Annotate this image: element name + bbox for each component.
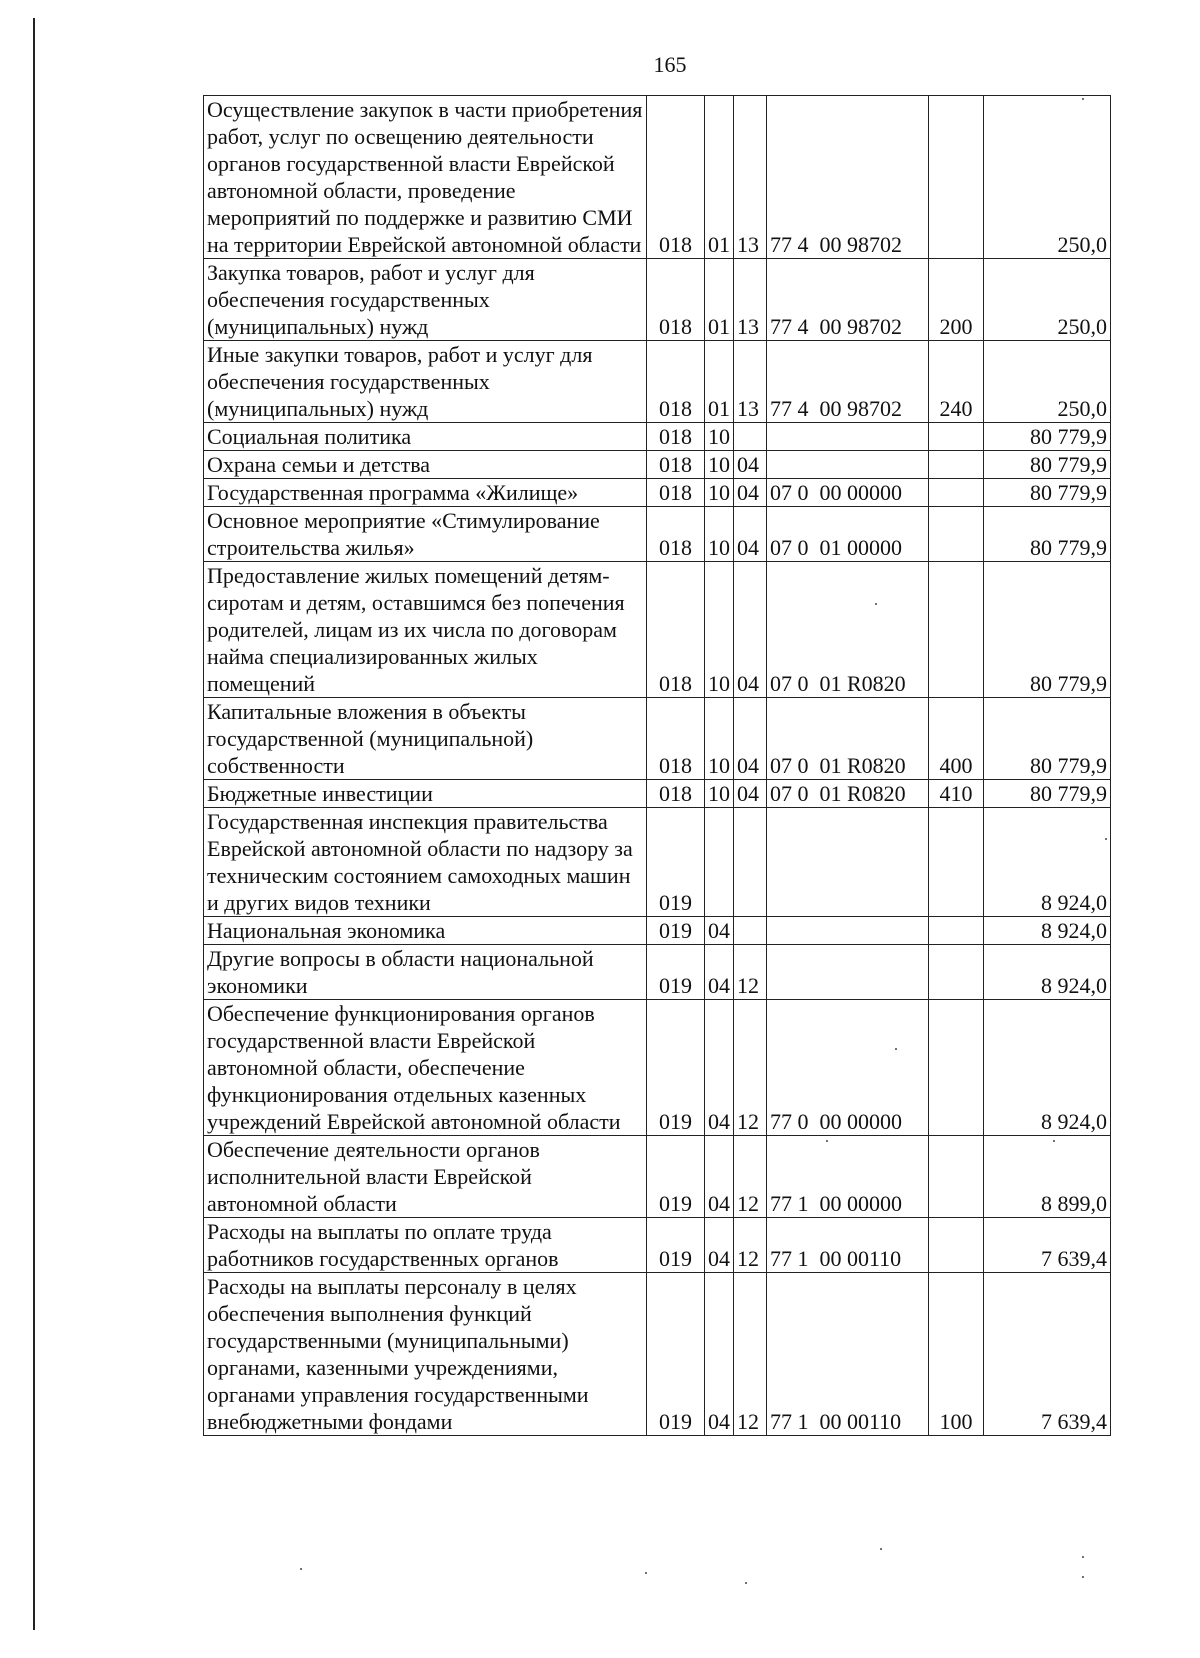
row-section-code: 04 xyxy=(705,1000,734,1136)
row-name: Государственная инспекция правительства Еврейской автономной области по надзору за техническим состоянием самоходных машин и других видов техники xyxy=(204,808,647,917)
row-expense-type xyxy=(929,1136,984,1218)
row-amount: 7 639,4 xyxy=(984,1273,1111,1436)
row-section-code: 10 xyxy=(705,423,734,451)
row-section-code: 04 xyxy=(705,1273,734,1436)
row-target-article xyxy=(767,808,929,917)
row-name: Осуществление закупок в части приобретения работ, услуг по освещению деятельности органов государственной власти Еврейской автономной области, проведение мероприятий по поддержке и развитию СМИ на территории Еврейской автономной области xyxy=(204,96,647,259)
row-name: Другие вопросы в области национальной экономики xyxy=(204,945,647,1000)
table-row xyxy=(204,1218,1111,1273)
row-subsection-code: 13 xyxy=(734,259,767,341)
table-row xyxy=(204,945,1111,1000)
table-row xyxy=(204,1000,1111,1136)
row-expense-type xyxy=(929,479,984,507)
row-target-article: 77 4 00 98702 xyxy=(767,259,929,341)
row-section-code: 10 xyxy=(705,507,734,562)
row-target-article xyxy=(767,423,929,451)
table-row xyxy=(204,96,1111,259)
row-admin-code: 018 xyxy=(647,451,705,479)
table-row xyxy=(204,562,1111,698)
row-target-article xyxy=(767,451,929,479)
row-amount: 250,0 xyxy=(984,341,1111,423)
table-row xyxy=(204,259,1111,341)
row-name: Государственная программа «Жилище» xyxy=(204,479,647,507)
row-section-code: 10 xyxy=(705,780,734,808)
row-subsection-code: 04 xyxy=(734,698,767,780)
row-section-code: 04 xyxy=(705,945,734,1000)
row-expense-type xyxy=(929,1218,984,1273)
row-expense-type: 100 xyxy=(929,1273,984,1436)
row-admin-code: 018 xyxy=(647,423,705,451)
row-subsection-code: 12 xyxy=(734,1000,767,1136)
row-admin-code: 018 xyxy=(647,259,705,341)
budget-table xyxy=(203,95,1111,1436)
table-row xyxy=(204,808,1111,917)
row-target-article: 77 0 00 00000 xyxy=(767,1000,929,1136)
table-row xyxy=(204,698,1111,780)
row-name: Расходы на выплаты по оплате труда работников государственных органов xyxy=(204,1218,647,1273)
row-expense-type xyxy=(929,808,984,917)
row-target-article: 77 1 00 00110 xyxy=(767,1218,929,1273)
row-admin-code: 019 xyxy=(647,1218,705,1273)
row-name: Закупка товаров, работ и услуг для обеспечения государственных (муниципальных) нужд xyxy=(204,259,647,341)
row-subsection-code: 12 xyxy=(734,945,767,1000)
row-amount: 8 924,0 xyxy=(984,917,1111,945)
row-amount: 80 779,9 xyxy=(984,451,1111,479)
row-expense-type: 400 xyxy=(929,698,984,780)
row-expense-type xyxy=(929,562,984,698)
row-section-code: 10 xyxy=(705,451,734,479)
row-subsection-code: 04 xyxy=(734,507,767,562)
row-admin-code: 018 xyxy=(647,479,705,507)
row-admin-code: 018 xyxy=(647,507,705,562)
row-amount: 80 779,9 xyxy=(984,562,1111,698)
row-name: Иные закупки товаров, работ и услуг для обеспечения государственных (муниципальных) нужд xyxy=(204,341,647,423)
row-amount: 7 639,4 xyxy=(984,1218,1111,1273)
row-section-code: 04 xyxy=(705,1218,734,1273)
table-row xyxy=(204,507,1111,562)
row-name: Предоставление жилых помещений детям-сиротам и детям, оставшимся без попечения родителей, лицам из их числа по договорам найма специализированных жилых помещений xyxy=(204,562,647,698)
row-amount: 8 899,0 xyxy=(984,1136,1111,1218)
row-section-code: 01 xyxy=(705,259,734,341)
row-name: Бюджетные инвестиции xyxy=(204,780,647,808)
row-admin-code: 018 xyxy=(647,698,705,780)
row-amount: 8 924,0 xyxy=(984,808,1111,917)
table-row xyxy=(204,780,1111,808)
row-expense-type xyxy=(929,917,984,945)
row-amount: 80 779,9 xyxy=(984,780,1111,808)
page-number: 165 xyxy=(653,52,687,77)
row-section-code: 04 xyxy=(705,1136,734,1218)
row-subsection-code: 13 xyxy=(734,96,767,259)
table-row xyxy=(204,1273,1111,1436)
row-target-article: 07 0 01 R0820 xyxy=(767,780,929,808)
row-subsection-code: 04 xyxy=(734,562,767,698)
row-target-article: 77 4 00 98702 xyxy=(767,96,929,259)
table-row xyxy=(204,1136,1111,1218)
row-section-code: 10 xyxy=(705,479,734,507)
row-admin-code: 019 xyxy=(647,808,705,917)
row-target-article: 77 4 00 98702 xyxy=(767,341,929,423)
row-amount: 8 924,0 xyxy=(984,1000,1111,1136)
row-target-article: 07 0 01 R0820 xyxy=(767,698,929,780)
row-subsection-code: 04 xyxy=(734,479,767,507)
row-admin-code: 019 xyxy=(647,1273,705,1436)
row-section-code: 01 xyxy=(705,341,734,423)
row-amount: 250,0 xyxy=(984,96,1111,259)
row-subsection-code: 12 xyxy=(734,1273,767,1436)
row-admin-code: 019 xyxy=(647,1000,705,1136)
row-subsection-code: 04 xyxy=(734,451,767,479)
row-name: Расходы на выплаты персоналу в целях обеспечения выполнения функций государственными (муниципальными) органами, казенными учреждениями, органами управления государственными внебюджетными фондами xyxy=(204,1273,647,1436)
row-amount: 8 924,0 xyxy=(984,945,1111,1000)
row-admin-code: 018 xyxy=(647,96,705,259)
row-admin-code: 019 xyxy=(647,945,705,1000)
row-expense-type: 240 xyxy=(929,341,984,423)
row-amount: 250,0 xyxy=(984,259,1111,341)
table-row xyxy=(204,451,1111,479)
row-section-code: 04 xyxy=(705,917,734,945)
row-expense-type xyxy=(929,945,984,1000)
row-name: Обеспечение деятельности органов исполнительной власти Еврейской автономной области xyxy=(204,1136,647,1218)
row-target-article: 77 1 00 00110 xyxy=(767,1273,929,1436)
row-target-article: 07 0 01 00000 xyxy=(767,507,929,562)
row-target-article: 07 0 00 00000 xyxy=(767,479,929,507)
row-target-article: 77 1 00 00000 xyxy=(767,1136,929,1218)
row-name: Основное мероприятие «Стимулирование строительства жилья» xyxy=(204,507,647,562)
row-name: Национальная экономика xyxy=(204,917,647,945)
row-subsection-code xyxy=(734,423,767,451)
row-subsection-code: 12 xyxy=(734,1136,767,1218)
row-admin-code: 019 xyxy=(647,1136,705,1218)
row-target-article: 07 0 01 R0820 xyxy=(767,562,929,698)
row-target-article xyxy=(767,945,929,1000)
row-subsection-code: 04 xyxy=(734,780,767,808)
row-expense-type: 200 xyxy=(929,259,984,341)
row-section-code: 10 xyxy=(705,698,734,780)
row-expense-type xyxy=(929,1000,984,1136)
row-section-code: 01 xyxy=(705,96,734,259)
row-admin-code: 018 xyxy=(647,780,705,808)
row-expense-type: 410 xyxy=(929,780,984,808)
row-admin-code: 018 xyxy=(647,562,705,698)
row-expense-type xyxy=(929,507,984,562)
row-name: Социальная политика xyxy=(204,423,647,451)
table-body xyxy=(204,96,1111,1436)
row-admin-code: 019 xyxy=(647,917,705,945)
table-row xyxy=(204,917,1111,945)
table-row xyxy=(204,479,1111,507)
table-row xyxy=(204,341,1111,423)
row-section-code xyxy=(705,808,734,917)
row-admin-code: 018 xyxy=(647,341,705,423)
row-target-article xyxy=(767,917,929,945)
row-expense-type xyxy=(929,96,984,259)
row-amount: 80 779,9 xyxy=(984,423,1111,451)
row-amount: 80 779,9 xyxy=(984,479,1111,507)
table-row xyxy=(204,423,1111,451)
binding-line xyxy=(33,18,35,1630)
row-name: Обеспечение функционирования органов государственной власти Еврейской автономной области, обеспечение функционирования отдельных казенных учреждений Еврейской автономной области xyxy=(204,1000,647,1136)
row-expense-type xyxy=(929,451,984,479)
row-subsection-code: 13 xyxy=(734,341,767,423)
row-name: Капитальные вложения в объекты государственной (муниципальной) собственности xyxy=(204,698,647,780)
row-amount: 80 779,9 xyxy=(984,507,1111,562)
row-subsection-code xyxy=(734,808,767,917)
row-section-code: 10 xyxy=(705,562,734,698)
row-amount: 80 779,9 xyxy=(984,698,1111,780)
row-subsection-code: 12 xyxy=(734,1218,767,1273)
row-name: Охрана семьи и детства xyxy=(204,451,647,479)
row-expense-type xyxy=(929,423,984,451)
row-subsection-code xyxy=(734,917,767,945)
